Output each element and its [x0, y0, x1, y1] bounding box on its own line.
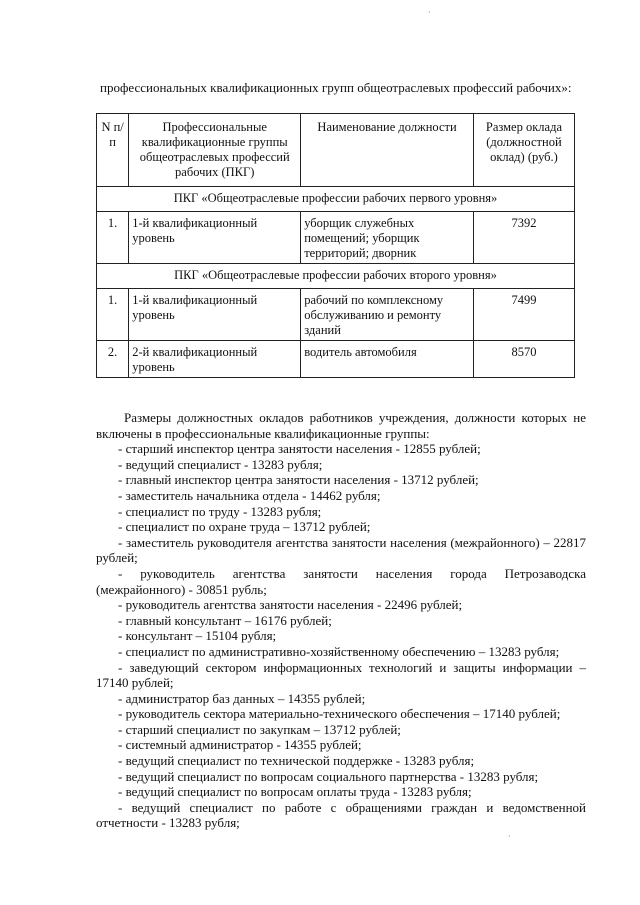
group-title-2: ПКГ «Общеотраслевые профессии рабочих второго уровня» — [97, 264, 575, 289]
scan-speck: · — [508, 832, 511, 841]
table-group-row — [97, 187, 575, 212]
list-item: - главный консультант – 16176 рублей; — [118, 612, 332, 628]
list-item: - специалист по труду - 13283 рубля; — [118, 503, 322, 519]
list-item: - заведующий сектором информационных технологий и защиты информации – 17140 рублей; — [96, 659, 586, 691]
row-position: рабочий по комплексному обслуживанию и ремонту зданий — [301, 289, 474, 341]
salary-table — [96, 113, 575, 378]
row-position: уборщик служебных помещений; уборщик территорий; дворник — [301, 212, 474, 264]
intro-paragraph: Размеры должностных окладов работников учреждения, должности которых не включены в профессиональные квалификационные группы: — [96, 410, 586, 441]
header-group: Профессиональные квалификационные группы общеотраслевых профессий рабочих (ПКГ) — [129, 114, 301, 187]
row-salary: 8570 — [473, 341, 574, 378]
list-item: - специалист по административно-хозяйственному обеспечению – 13283 рубля; — [118, 643, 560, 659]
row-level: 1-й квалификационный уровень — [129, 289, 301, 341]
table-group-row — [97, 264, 575, 289]
list-item: - заместитель руководителя агентства занятости населения (межрайонного) – 22817 рублей; — [96, 534, 586, 566]
list-item: - специалист по охране труда – 13712 рублей; — [118, 519, 371, 535]
header-position: Наименование должности — [301, 114, 474, 187]
list-item: - консультант – 15104 рубля; — [118, 628, 277, 644]
row-level: 2-й квалификационный уровень — [129, 341, 301, 378]
list-item: - руководитель агентства занятости населения города Петрозаводска (межрайонного) - 30851 рубль; — [96, 565, 586, 597]
list-item: - ведущий специалист по технической поддержке - 13283 рубля; — [118, 753, 475, 769]
table-row — [97, 212, 575, 264]
list-item: - ведущий специалист по вопросам оплаты труда - 13283 рубля; — [118, 784, 472, 800]
row-salary: 7392 — [473, 212, 574, 264]
table-row — [97, 341, 575, 378]
table-row — [97, 289, 575, 341]
list-item: - ведущий специалист - 13283 рубля; — [118, 456, 323, 472]
scan-speck: · — [428, 8, 431, 17]
list-item: - руководитель сектора материально-технического обеспечения – 17140 рублей; — [118, 706, 561, 722]
header-salary: Размер оклада (должностной оклад) (руб.) — [473, 114, 574, 187]
list-item: - главный инспектор центра занятости населения - 13712 рублей; — [118, 472, 479, 488]
row-num: 1. — [97, 212, 129, 264]
list-item: - заместитель начальника отдела - 14462 рубля; — [118, 487, 381, 503]
row-salary: 7499 — [473, 289, 574, 341]
list-item: - старший специалист по закупкам – 13712 рублей; — [118, 721, 401, 737]
list-item: - системный администратор - 14355 рублей; — [118, 737, 362, 753]
section-heading: профессиональных квалификационных групп общеотраслевых профессий рабочих»: — [100, 80, 572, 95]
row-position: водитель автомобиля — [301, 341, 474, 378]
row-num: 2. — [97, 341, 129, 378]
group-title-1: ПКГ «Общеотраслевые профессии рабочих первого уровня» — [97, 187, 575, 212]
table-header-row — [97, 114, 575, 187]
row-level: 1-й квалификационный уровень — [129, 212, 301, 264]
list-item: - старший инспектор центра занятости населения - 12855 рублей; — [118, 441, 481, 457]
list-item: - ведущий специалист по вопросам социального партнерства - 13283 рубля; — [118, 768, 539, 784]
header-num: N п/п — [97, 114, 129, 187]
list-item: - администратор баз данных – 14355 рублей; — [118, 690, 366, 706]
list-item: - ведущий специалист по работе с обращениями граждан и ведомственной отчетности - 13283 рубля; — [96, 799, 586, 831]
body-text — [96, 410, 586, 831]
list-item: - руководитель агентства занятости населения - 22496 рублей; — [118, 597, 463, 613]
row-num: 1. — [97, 289, 129, 341]
